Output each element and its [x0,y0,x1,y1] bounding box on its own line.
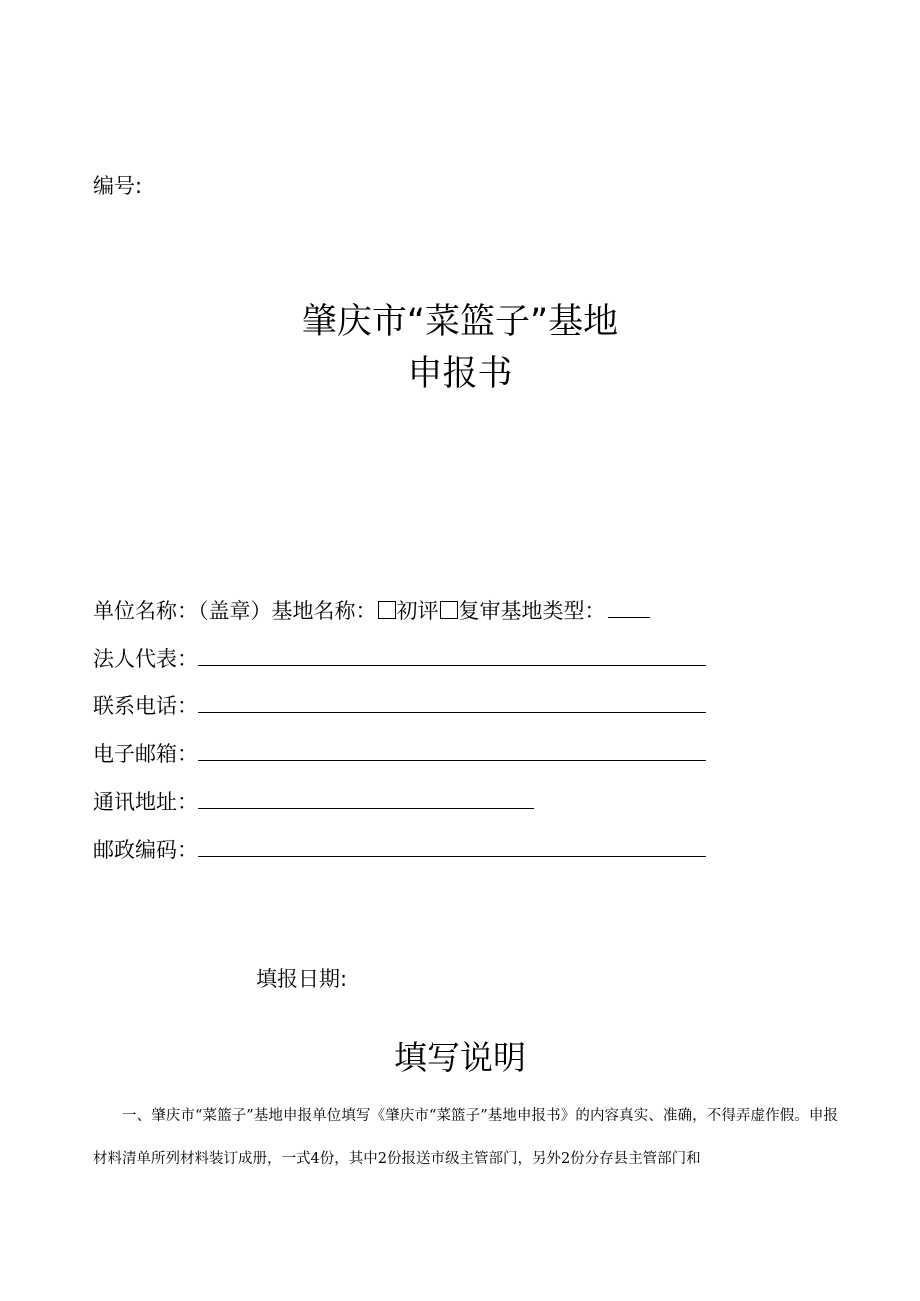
document-subtitle: 申报书 [407,354,513,394]
re-review-checkbox[interactable] [440,601,458,619]
document-title: 肇庆市“菜篮子”基地 [301,302,619,342]
postcode-field[interactable] [198,838,706,857]
initial-review-label: 初评 [396,599,439,623]
legal-rep-field[interactable] [198,647,706,666]
initial-review-checkbox[interactable] [378,601,396,619]
fill-date-label: 填报日期: [256,967,348,991]
email-field[interactable] [198,742,706,761]
phone-label: 联系电话： [93,694,198,718]
serial-number-label: 编号: [93,174,143,198]
email-label: 电子邮箱： [93,742,198,766]
base-type-field[interactable] [608,599,650,618]
base-type-label: 基地类型： [500,599,606,623]
legal-rep-label: 法人代表： [93,647,198,671]
postcode-row [93,836,706,864]
instructions-title: 填写说明 [394,1038,526,1077]
phone-field[interactable] [198,694,706,713]
postcode-label: 邮政编码： [93,838,198,862]
phone-row [93,692,706,720]
email-row [93,740,706,768]
re-review-label: 复审 [458,599,501,623]
legal-rep-row [93,645,706,673]
address-field[interactable] [198,790,534,809]
instructions-paragraph: 一、肇庆市“菜篮子”基地申报单位填写《肇庆市“菜篮子”基地申报书》的内容真实、准确，不得弄虚作假。申报材料清单所列材料装订成册，一式4份，其中2份报送市级主管部门，另外2份分存县主管部门和 [93,1108,838,1167]
address-label: 通讯地址： [93,790,198,814]
unit-name-label: 单位名称：（盖章）基地名称： [93,599,377,623]
unit-name-row [93,597,650,625]
address-row [93,788,534,816]
